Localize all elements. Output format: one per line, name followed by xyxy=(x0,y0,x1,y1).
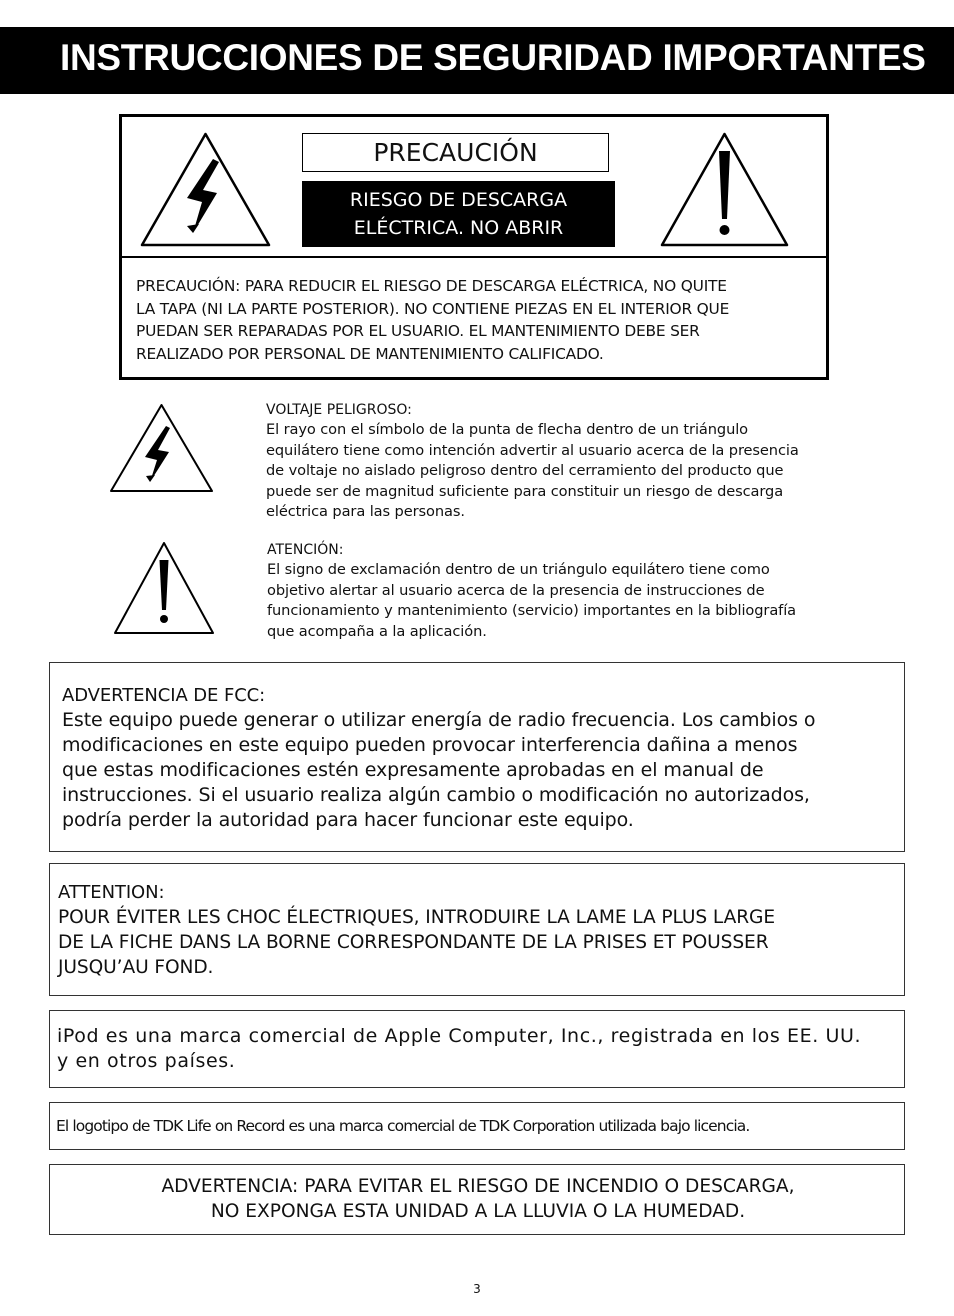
fcc-warning-box xyxy=(49,662,905,852)
attention-fr-line: POUR ÉVITER LES CHOC ÉLECTRIQUES, INTRODUIRE LA LAME LA PLUS LARGE xyxy=(58,907,775,928)
attention-line: El signo de exclamación dentro de un triángulo equilátero tiene como xyxy=(267,561,770,578)
attention-line: que acompaña a la aplicación. xyxy=(267,622,487,640)
caution-text-line-3: PUEDAN SER REPARADAS POR EL USUARIO. EL MANTENIMIENTO DEBE SER xyxy=(136,322,700,340)
voltage-line: de voltaje no aislado peligroso dentro del cerramiento del producto que xyxy=(266,462,784,480)
ipod-notice-line-1: iPod es una marca comercial de Apple Computer, Inc., registrada en los EE. UU. xyxy=(57,1025,862,1047)
warning-lead: ADVERTENCIA: xyxy=(161,1176,299,1197)
exclamation-triangle-icon xyxy=(659,131,790,248)
attention-line: funcionamiento y mantenimiento (servicio) importantes en la bibliografía xyxy=(267,602,796,620)
page-number: 3 xyxy=(473,1282,481,1296)
fcc-line: que estas modificaciones estén expresamente aprobadas en el manual de xyxy=(62,759,764,781)
fcc-line: instrucciones. Si el usuario realiza algún cambio o modificación no autorizados, xyxy=(62,784,810,806)
tdk-notice-box xyxy=(49,1102,905,1150)
voltage-heading: VOLTAJE PELIGROSO: xyxy=(266,402,412,418)
attention-fr-line: JUSQU’AU FOND. xyxy=(58,957,214,978)
fcc-line: podría perder la autoridad para hacer funcionar este equipo. xyxy=(62,809,634,831)
exclamation-triangle-icon xyxy=(112,540,216,636)
risk-line-1: RIESGO DE DESCARGA xyxy=(349,189,568,211)
attention-fr-line: DE LA FICHE DANS LA BORNE CORRESPONDANTE DE LA PRISES ET POUSSER xyxy=(58,932,769,953)
voltage-line: puede ser de magnitud suficiente para constituir un riesgo de descarga xyxy=(266,482,784,500)
caution-text xyxy=(136,275,816,365)
warning-line-1: PARA EVITAR EL RIESGO DE INCENDIO O DESCARGA, xyxy=(298,1176,795,1197)
fcc-line: modificaciones en este equipo pueden provocar interferencia dañina a menos xyxy=(62,734,798,756)
risk-line-2: ELÉCTRICA. NO ABRIR xyxy=(353,217,564,239)
caution-box xyxy=(119,114,829,380)
fcc-heading: ADVERTENCIA DE FCC: xyxy=(62,685,266,706)
voltage-line: El rayo con el símbolo de la punta de flecha dentro de un triángulo xyxy=(266,421,748,438)
fcc-line: Este equipo puede generar o utilizar energía de radio frecuencia. Los cambios o xyxy=(62,709,816,731)
tdk-notice: El logotipo de TDK Life on Record es una marca comercial de TDK Corporation utilizada bajo licencia. xyxy=(56,1117,750,1135)
caution-divider xyxy=(122,256,826,258)
warning-line-2: NO EXPONGA ESTA UNIDAD A LA LLUVIA O LA HUMEDAD. xyxy=(210,1201,746,1222)
caution-text-line-2: LA TAPA (NI LA PARTE POSTERIOR). NO CONTIENE PIEZAS EN EL INTERIOR QUE xyxy=(136,299,730,318)
caution-lead: PRECAUCIÓN: xyxy=(136,277,241,295)
attention-fr-heading: ATTENTION: xyxy=(58,882,165,903)
caution-label: PRECAUCIÓN xyxy=(302,133,609,172)
shock-risk-banner xyxy=(302,181,615,247)
lightning-triangle-icon xyxy=(108,402,215,494)
voltage-line: equilátero tiene como intención advertir al usuario acerca de la presencia xyxy=(266,441,799,459)
ipod-notice-line-2: y en otros países. xyxy=(57,1050,236,1072)
attention-symbol-section xyxy=(267,540,887,642)
voltage-section xyxy=(266,400,886,523)
caution-text-line-4: REALIZADO POR PERSONAL DE MANTENIMIENTO CALIFICADO. xyxy=(136,344,604,363)
page-title: INSTRUCCIONES DE SEGURIDAD IMPORTANTES xyxy=(60,37,926,78)
ipod-notice-box xyxy=(49,1010,905,1088)
weather-warning-box xyxy=(49,1164,905,1235)
attention-heading: ATENCIÓN: xyxy=(267,542,344,558)
lightning-triangle-icon xyxy=(139,131,272,248)
page-header xyxy=(0,27,954,94)
attention-line: objetivo alertar al usuario acerca de la presencia de instrucciones de xyxy=(267,581,765,599)
voltage-line: eléctrica para las personas. xyxy=(266,503,465,521)
attention-fr-box xyxy=(49,863,905,996)
caution-text-line-1: PARA REDUCIR EL RIESGO DE DESCARGA ELÉCTRICA, NO QUITE xyxy=(240,277,727,295)
